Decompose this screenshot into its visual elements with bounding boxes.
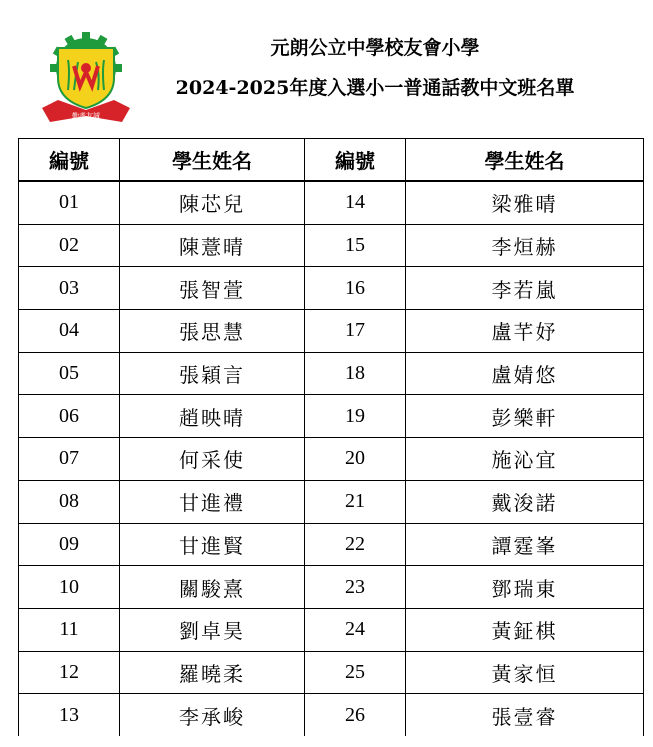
- student-number: 12: [19, 651, 120, 694]
- header-number-1: 編號: [19, 139, 120, 182]
- table-row: [19, 480, 644, 523]
- header-name-2: 學生姓名: [406, 139, 644, 182]
- student-number: 01: [19, 181, 120, 224]
- student-number: 23: [305, 566, 406, 609]
- student-name: 趙映晴: [120, 395, 305, 438]
- student-name: 劉卓昊: [120, 608, 305, 651]
- student-number: 02: [19, 224, 120, 267]
- student-number: 25: [305, 651, 406, 694]
- school-crest-icon: [38, 30, 134, 126]
- student-name: 甘進禮: [120, 480, 305, 523]
- student-name: 關駿熹: [120, 566, 305, 609]
- student-name: 李若嵐: [406, 267, 644, 310]
- roster-body: [19, 181, 644, 736]
- table-row: [19, 395, 644, 438]
- student-name: 陳薏晴: [120, 224, 305, 267]
- student-name: 盧芊妤: [406, 310, 644, 353]
- student-number: 06: [19, 395, 120, 438]
- table-row: [19, 224, 644, 267]
- student-number: 04: [19, 310, 120, 353]
- document-title: 2024-2025年度入選小一普通話教中文班名單: [175, 77, 575, 99]
- table-row: [19, 438, 644, 481]
- table-row: [19, 267, 644, 310]
- table-row: [19, 181, 644, 224]
- crest-motto: 勤孝友誠: [72, 112, 100, 120]
- student-name: 李承峻: [120, 694, 305, 736]
- header-name-1: 學生姓名: [120, 139, 305, 182]
- student-number: 24: [305, 608, 406, 651]
- student-name: 張智萱: [120, 267, 305, 310]
- student-name: 譚霆峯: [406, 523, 644, 566]
- student-name: 陳芯兒: [120, 181, 305, 224]
- table-row: [19, 694, 644, 736]
- student-number: 19: [305, 395, 406, 438]
- student-name: 梁雅晴: [406, 181, 644, 224]
- student-number: 14: [305, 181, 406, 224]
- class-roster-table: [18, 138, 644, 736]
- student-number: 03: [19, 267, 120, 310]
- student-number: 21: [305, 480, 406, 523]
- student-number: 16: [305, 267, 406, 310]
- student-name: 鄧瑞東: [406, 566, 644, 609]
- student-number: 07: [19, 438, 120, 481]
- student-name: 張壹睿: [406, 694, 644, 736]
- student-number: 22: [305, 523, 406, 566]
- table-row: [19, 352, 644, 395]
- table-header-row: [19, 139, 644, 182]
- student-number: 18: [305, 352, 406, 395]
- table-row: [19, 310, 644, 353]
- student-number: 11: [19, 608, 120, 651]
- student-name: 何采使: [120, 438, 305, 481]
- student-number: 10: [19, 566, 120, 609]
- student-name: 黃家恒: [406, 651, 644, 694]
- student-name: 戴浚諾: [406, 480, 644, 523]
- student-name: 施沁宜: [406, 438, 644, 481]
- table-row: [19, 608, 644, 651]
- student-name: 彭樂軒: [406, 395, 644, 438]
- student-name: 黃鉦棋: [406, 608, 644, 651]
- table-row: [19, 523, 644, 566]
- student-number: 13: [19, 694, 120, 736]
- student-name: 張思慧: [120, 310, 305, 353]
- student-name: 甘進賢: [120, 523, 305, 566]
- student-number: 26: [305, 694, 406, 736]
- header-number-2: 編號: [305, 139, 406, 182]
- table-row: [19, 651, 644, 694]
- student-number: 17: [305, 310, 406, 353]
- student-number: 15: [305, 224, 406, 267]
- student-name: 盧婧悠: [406, 352, 644, 395]
- student-name: 張穎言: [120, 352, 305, 395]
- student-number: 20: [305, 438, 406, 481]
- school-name: 元朗公立中學校友會小學: [270, 37, 480, 59]
- table-row: [19, 566, 644, 609]
- student-number: 09: [19, 523, 120, 566]
- student-number: 08: [19, 480, 120, 523]
- student-name: 李烜赫: [406, 224, 644, 267]
- student-name: 羅曉柔: [120, 651, 305, 694]
- student-number: 05: [19, 352, 120, 395]
